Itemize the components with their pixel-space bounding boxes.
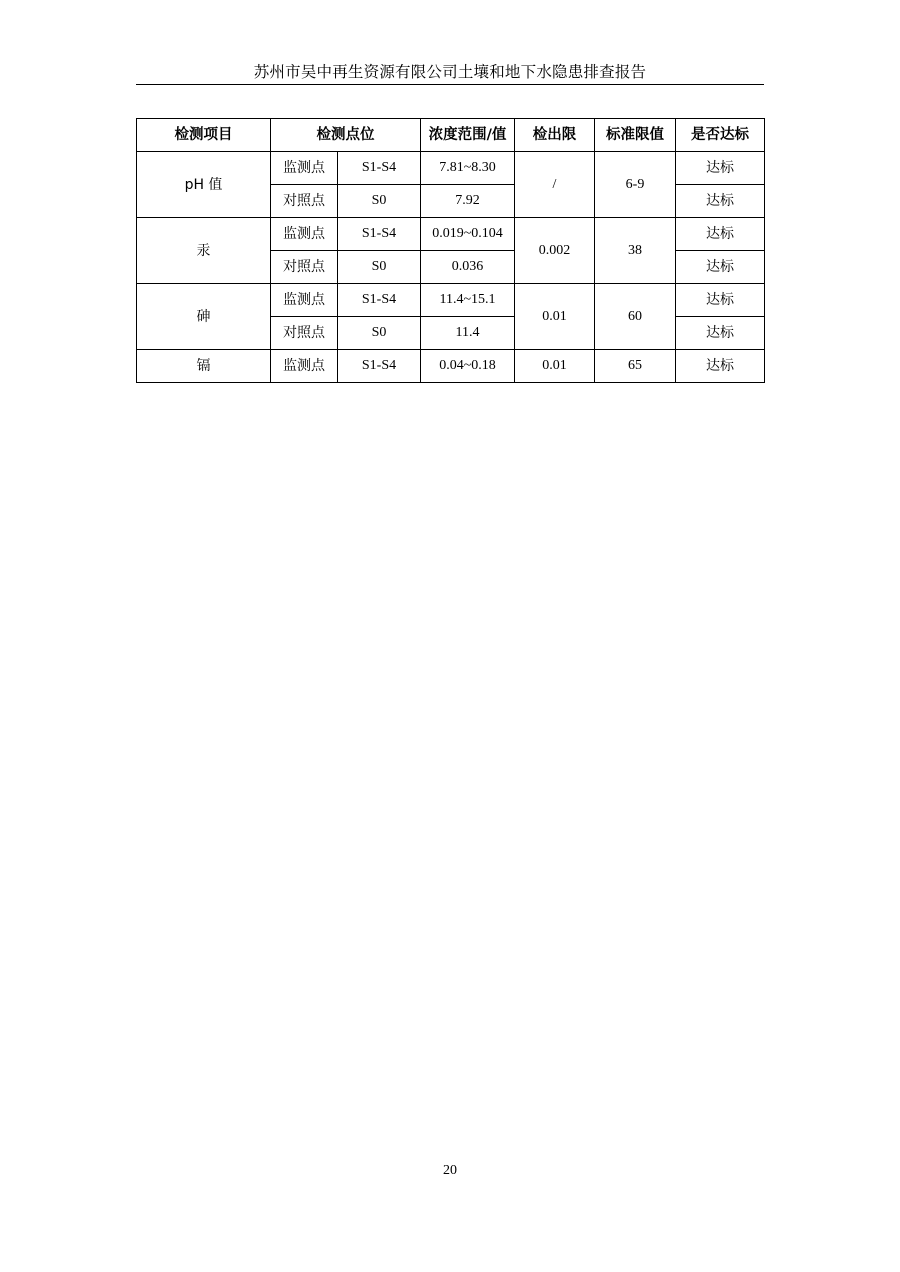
point-type-cell: 监测点	[271, 284, 338, 317]
value-cell: 11.4	[421, 317, 515, 350]
standard-limit-cell: 60	[595, 284, 676, 350]
point-type-cell: 监测点	[271, 218, 338, 251]
table-row	[137, 350, 765, 383]
value-cell: 11.4~15.1	[421, 284, 515, 317]
compliance-cell: 达标	[676, 185, 765, 218]
compliance-cell: 达标	[676, 317, 765, 350]
compliance-cell: 达标	[676, 152, 765, 185]
item-cell: 汞	[137, 218, 271, 284]
table-row	[137, 218, 765, 251]
detection-limit-cell: 0.01	[515, 284, 595, 350]
compliance-cell: 达标	[676, 350, 765, 383]
item-cell: 砷	[137, 284, 271, 350]
value-cell: 0.019~0.104	[421, 218, 515, 251]
point-id-cell: S1-S4	[338, 152, 421, 185]
value-cell: 0.036	[421, 251, 515, 284]
point-type-cell: 对照点	[271, 251, 338, 284]
point-type-cell: 对照点	[271, 317, 338, 350]
value-cell: 7.81~8.30	[421, 152, 515, 185]
detection-limit-cell: /	[515, 152, 595, 218]
page-header-title: 苏州市吴中再生资源有限公司土壤和地下水隐患排查报告	[253, 63, 647, 81]
table-row	[137, 284, 765, 317]
point-id-cell: S0	[338, 185, 421, 218]
header-standard: 标准限值	[595, 119, 676, 152]
point-id-cell: S1-S4	[338, 350, 421, 383]
standard-limit-cell: 65	[595, 350, 676, 383]
compliance-cell: 达标	[676, 284, 765, 317]
header-point: 检测点位	[271, 119, 421, 152]
point-type-cell: 监测点	[271, 152, 338, 185]
point-id-cell: S1-S4	[338, 284, 421, 317]
point-id-cell: S0	[338, 317, 421, 350]
standard-limit-cell: 38	[595, 218, 676, 284]
header-range: 浓度范围/值	[421, 119, 515, 152]
header-item: 检测项目	[137, 119, 271, 152]
point-type-cell: 对照点	[271, 185, 338, 218]
header-rule	[136, 84, 764, 85]
value-cell: 7.92	[421, 185, 515, 218]
detection-limit-cell: 0.002	[515, 218, 595, 284]
detection-limit-cell: 0.01	[515, 350, 595, 383]
table-row	[137, 152, 765, 185]
item-cell: 镉	[137, 350, 271, 383]
table-header-row	[137, 119, 765, 152]
header-limit: 检出限	[515, 119, 595, 152]
detection-results-table	[136, 118, 765, 383]
compliance-cell: 达标	[676, 218, 765, 251]
standard-limit-cell: 6-9	[595, 152, 676, 218]
page-number: 20	[443, 1163, 457, 1178]
item-cell: pH 值	[137, 152, 271, 218]
point-id-cell: S0	[338, 251, 421, 284]
header-compliance: 是否达标	[676, 119, 765, 152]
value-cell: 0.04~0.18	[421, 350, 515, 383]
point-type-cell: 监测点	[271, 350, 338, 383]
compliance-cell: 达标	[676, 251, 765, 284]
point-id-cell: S1-S4	[338, 218, 421, 251]
